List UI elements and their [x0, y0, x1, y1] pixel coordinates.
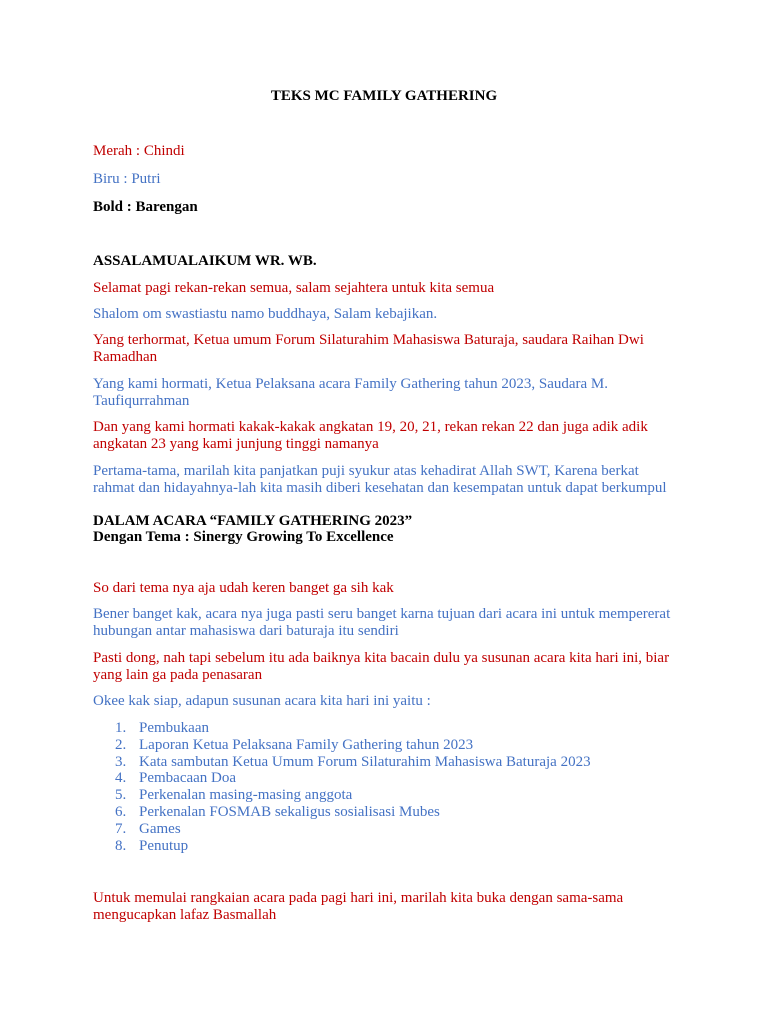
agenda-item: 6. Perkenalan FOSMAB sekaligus sosialisasi Mubes [115, 803, 440, 820]
paragraph-gratitude: Pertama-tama, marilah kita panjatkan puji syukur atas kehadirat Allah SWT, Karena berkat rahmat dan hidayahnya-lah kita masih diberi kesehatan dan kesempatan untuk dapat berkumpul [93, 463, 667, 496]
agenda-item: 4. Pembacaan Doa [115, 770, 237, 787]
agenda-item: 5. Perkenalan masing-masing anggota [115, 787, 353, 804]
paragraph-welcome: Selamat pagi rekan-rekan semua, salam sejahtera untuk kita semua [93, 280, 495, 296]
legend-blue: Biru : Putri [93, 171, 161, 187]
dialogue-line-1: So dari tema nya aja udah keren banget ga sih kak [93, 580, 394, 596]
legend-red: Merah : Chindi [93, 143, 185, 159]
paragraph-honored-members: Dan yang kami hormati kakak-kakak angkatan 19, 20, 21, rekan rekan 22 dan juga adik adik angkatan 23 yang kami junjung tinggi namanya [93, 419, 648, 452]
legend-bold: Bold : Barengan [93, 199, 198, 215]
document-title: TEKS MC FAMILY GATHERING [270, 88, 498, 104]
paragraph-honored-organizer: Yang kami hormati, Ketua Pelaksana acara Family Gathering tahun 2023, Saudara M. Taufiqurrahman [93, 376, 609, 409]
paragraph-honored-chair: Yang terhormat, Ketua umum Forum Silaturahim Mahasiswa Baturaja, saudara Raihan Dwi Ramadhan [93, 332, 644, 365]
greeting: ASSALAMUALAIKUM WR. WB. [93, 253, 317, 269]
closing-paragraph: Untuk memulai rangkaian acara pada pagi hari ini, marilah kita buka dengan sama-sama mengucapkan lafaz Basmallah [93, 890, 624, 923]
dialogue-line-2: Bener banget kak, acara nya juga pasti seru banget karna tujuan dari acara ini untuk mempererat hubungan antar mahasiswa dari baturaja itu sendiri [93, 606, 671, 639]
agenda-list [93, 720, 591, 854]
dialogue-line-4: Okee kak siap, adapun susunan acara kita hari ini yaitu : [93, 693, 431, 709]
agenda-item: 2. Laporan Ketua Pelaksana Family Gathering tahun 2023 [115, 736, 474, 753]
paragraph-salutation: Shalom om swastiastu namo buddhaya, Salam kebajikan. [93, 306, 438, 322]
event-theme: Dengan Tema : Sinergy Growing To Excellence [93, 529, 394, 545]
agenda-item: 3. Kata sambutan Ketua Umum Forum Silaturahim Mahasiswa Baturaja 2023 [115, 753, 591, 770]
dialogue-line-3: Pasti dong, nah tapi sebelum itu ada baiknya kita bacain dulu ya susunan acara kita hari ini, biar yang lain ga pada penasaran [93, 650, 670, 683]
agenda-item: 8. Penutup [115, 837, 189, 854]
event-name: DALAM ACARA “FAMILY GATHERING 2023” [93, 513, 413, 529]
agenda-item: 7. Games [115, 820, 181, 837]
agenda-item: 1. Pembukaan [115, 720, 209, 736]
